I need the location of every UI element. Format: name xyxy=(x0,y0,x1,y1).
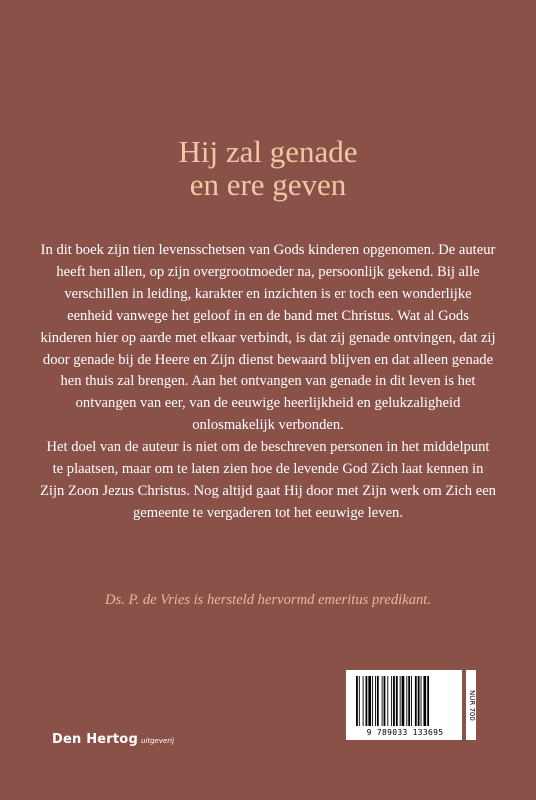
title-line-1: Hij zal genade xyxy=(178,134,358,169)
publisher-logo xyxy=(52,728,174,747)
author-note: Ds. P. de Vries is hersteld hervormd emeritus predikant. xyxy=(104,592,432,608)
publisher-sub: uitgeverij xyxy=(140,737,175,745)
publisher-name: Den Hertog xyxy=(52,732,138,747)
barcode-number: 9 789033 133695 xyxy=(366,728,444,737)
book-title xyxy=(0,135,536,201)
book-blurb xyxy=(40,240,496,525)
title-line-2: en ere geven xyxy=(189,167,347,202)
barcode xyxy=(346,670,462,740)
blurb-paragraph-2: Het doel van de auteur is niet om de beschreven personen in het middelpunt te plaatsen, maar om te laten zien hoe de levende God Zich laat kennen in Zijn Zoon Jezus Christus. Nog altijd gaat Hij door met Zijn werk om Zich een gemeente te vergaderen tot het eeuwige leven. xyxy=(40,439,496,521)
barcode-bars-icon xyxy=(354,676,454,728)
blurb-paragraph-1: In dit boek zijn tien levensschetsen van Gods kinderen opgenomen. De auteur heeft hen allen, op zijn overgrootmoeder na, persoonlijk gekend. Bij alle verschillen in leiding, karakter en inzichten is er toch een wonderlijke eenheid vanwege het geloof in en de band met Christus. Wat al Gods kinderen hier op aarde met elkaar verbindt, is dat zij genade ontvingen, dat zij door genade bij de Heere en Zijn dienst bewaard blijven en dat alleen genade hen thuis zal brengen. Aan het ontvangen van genade in dit leven is het ontvangen van eer, van de eeuwige heerlijkheid en gelukzaligheid onlosmakelijk verbonden. xyxy=(40,242,496,434)
nur-code: NUR 700 xyxy=(466,670,476,740)
